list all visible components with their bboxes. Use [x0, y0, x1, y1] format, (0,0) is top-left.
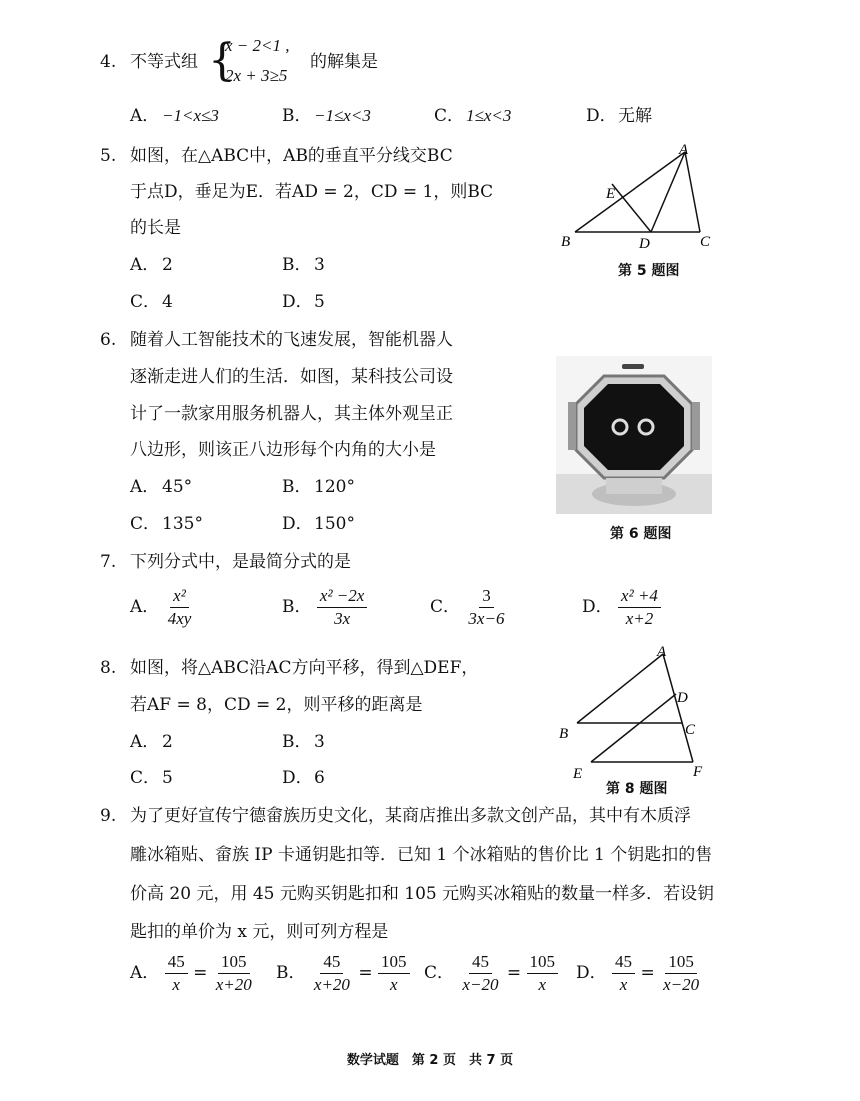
q4-inequality-1: x − 2<1 , — [225, 36, 290, 55]
q5-label-e: E — [606, 186, 616, 202]
q5-label-a: A — [679, 142, 689, 158]
q8-option-b: 3 — [314, 732, 325, 752]
q8-number: 8. — [100, 658, 117, 678]
q7-option-a-fraction: $\frac{\text{x²}}{4xy}$ — [167, 586, 192, 628]
q9-line-3: 价高 20 元，用 45 元购买钥匙扣和 105 元购买冰箱贴的数量一样多．若设钥 — [130, 884, 715, 904]
q8-line-af — [663, 654, 693, 762]
q8-label-a: A — [657, 644, 667, 660]
q4-stem: 不等式组 — [130, 52, 198, 72]
q9-option-d-label: D． — [576, 963, 607, 983]
q5-option-d: 5 — [314, 292, 325, 312]
q5-option-c: 4 — [162, 292, 173, 312]
q9-option-d — [576, 952, 702, 995]
q5-label-c: C — [700, 234, 711, 250]
q8-option-d-label: D． — [282, 768, 313, 788]
q8-option-b-label: B． — [282, 732, 312, 752]
q8-line-1: 如图，将△ABC沿AC方向平移，得到△DEF， — [130, 658, 479, 678]
q4-option-a-label: A． — [130, 106, 160, 126]
q6-option-c: 135° — [162, 514, 203, 534]
q9-option-c-left-fraction: $\frac{45}{x-20}$ — [462, 952, 499, 994]
q7-option-d-label: D． — [582, 597, 613, 617]
q7-option-c — [430, 586, 507, 629]
q8-side-ed — [591, 694, 676, 762]
q5-line-1: 如图，在△ABC中，AB的垂直平分线交BC — [130, 146, 453, 166]
q6-option-d-label: D． — [282, 514, 313, 534]
q8-label-c: C — [685, 722, 696, 738]
q7-stem: 下列分式中，是最简分式的是 — [130, 552, 351, 572]
q9-line-4: 匙扣的单价为 x 元，则可列方程是 — [130, 922, 389, 942]
q5-option-a-label: A． — [130, 255, 160, 275]
q5-label-b: B — [561, 234, 571, 250]
robot-image — [556, 356, 712, 514]
q9-option-c-label: C． — [424, 963, 455, 983]
q9-option-a-right-fraction: $\frac{105}{x+20}$ — [215, 952, 252, 994]
q7-number: 7. — [100, 552, 117, 572]
q9-option-b-right-fraction: $\frac{105}{x}$ — [378, 952, 410, 995]
equals-sign: = — [358, 963, 373, 983]
q4-number: 4. — [100, 52, 117, 72]
q6-option-d: 150° — [314, 514, 355, 534]
equals-sign: = — [193, 963, 208, 983]
q8-option-c: 5 — [162, 768, 173, 788]
q8-option-d: 6 — [314, 768, 325, 788]
q6-option-c-label: C． — [130, 514, 161, 534]
brace-icon: { — [208, 35, 236, 86]
q5-option-d-label: D． — [282, 292, 313, 312]
page-footer: 数学试题 第 2 页 共 7 页 — [346, 1053, 514, 1068]
q8-translation-figure — [555, 640, 715, 780]
q4-option-c: 1≤x<3 — [466, 106, 512, 125]
q5-line-3: 的长是 — [130, 218, 181, 238]
q7-option-d-fraction: $\frac{\text{x² +4}}{x+2}$ — [618, 586, 661, 629]
q5-option-b-label: B． — [282, 255, 312, 275]
q5-line-2: 于点D，垂足为E．若AD = 2，CD = 1，则BC — [130, 182, 494, 202]
q8-caption: 第 8 题图 — [606, 781, 668, 797]
q9-option-b-left-fraction: $\frac{45}{x+20}$ — [313, 952, 350, 994]
q5-option-a: 2 — [162, 255, 173, 275]
q8-label-e: E — [573, 766, 583, 780]
q9-option-c — [424, 952, 558, 995]
q4-option-a: −1<x≤3 — [162, 106, 219, 125]
q9-line-2: 雕冰箱贴、畲族 IP 卡通钥匙扣等．已知 1 个冰箱贴的售价比 1 个钥匙扣的售 — [130, 845, 713, 865]
q7-option-c-fraction: $\frac{3}{3x-6}$ — [468, 586, 505, 628]
q9-option-b-label: B． — [276, 963, 306, 983]
q6-line-1: 随着人工智能技术的飞速发展，智能机器人 — [130, 330, 453, 350]
q4-option-b: −1≤x<3 — [314, 106, 371, 125]
q7-option-a-label: A． — [130, 597, 160, 617]
q4-option-d-label: D． — [586, 106, 617, 126]
q8-label-f: F — [693, 764, 703, 780]
q8-option-c-label: C． — [130, 768, 161, 788]
q9-option-d-left-fraction: $\frac{45}{x}$ — [612, 952, 635, 995]
q9-option-c-right-fraction: $\frac{105}{x}$ — [527, 952, 559, 995]
q6-option-b-label: B． — [282, 477, 312, 497]
q5-caption: 第 5 题图 — [618, 263, 680, 279]
q8-option-a-label: A． — [130, 732, 160, 752]
q4-option-b-label: B． — [282, 106, 312, 126]
q4-option-d: 无解 — [618, 106, 652, 126]
q4-inequality-2: 2x + 3≥5 — [225, 66, 288, 85]
q7-option-b — [282, 586, 367, 629]
q6-line-2: 逐渐走进人们的生活．如图，某科技公司设 — [130, 367, 453, 387]
q8-line-2: 若AF = 8，CD = 2，则平移的距离是 — [130, 695, 423, 715]
q7-option-c-label: C． — [430, 597, 461, 617]
q8-label-d: D — [677, 690, 688, 706]
q7-option-b-fraction: $\frac{\text{x² −2x}}{3x}$ — [317, 586, 367, 629]
q9-option-a-label: A． — [130, 963, 160, 983]
q5-side-ac — [685, 152, 700, 232]
q9-option-a — [130, 952, 255, 995]
q9-option-a-left-fraction: $\frac{45}{x}$ — [165, 952, 188, 995]
q6-option-b: 120° — [314, 477, 355, 497]
q6-option-a-label: A． — [130, 477, 160, 497]
q6-line-4: 八边形，则该正八边形每个内角的大小是 — [130, 440, 436, 460]
q9-option-b — [276, 952, 410, 995]
q7-option-b-label: B． — [282, 597, 312, 617]
q6-option-a: 45° — [162, 477, 193, 497]
q5-label-d: D — [639, 236, 650, 252]
q7-option-a — [130, 586, 194, 629]
q6-number: 6. — [100, 330, 117, 350]
q4-option-c-label: C． — [434, 106, 465, 126]
q9-line-1: 为了更好宣传宁德畲族历史文化，某商店推出多款文创产品，其中有木质浮 — [130, 806, 691, 826]
equals-sign: = — [640, 963, 655, 983]
q5-option-b: 3 — [314, 255, 325, 275]
equals-sign: = — [506, 963, 522, 983]
q6-line-3: 计了一款家用服务机器人，其主体外观呈正 — [130, 404, 453, 424]
q4-tail: 的解集是 — [310, 52, 378, 72]
q5-triangle-figure — [555, 140, 725, 255]
q8-label-b: B — [559, 726, 569, 742]
q8-option-a: 2 — [162, 732, 173, 752]
q9-option-d-right-fraction: $\frac{105}{x-20}$ — [663, 952, 700, 994]
q7-option-d — [582, 586, 661, 629]
q5-option-c-label: C． — [130, 292, 161, 312]
q6-caption: 第 6 题图 — [610, 526, 672, 542]
q9-number: 9. — [100, 806, 117, 826]
q5-number: 5. — [100, 146, 117, 166]
q8-side-ab — [577, 654, 663, 723]
